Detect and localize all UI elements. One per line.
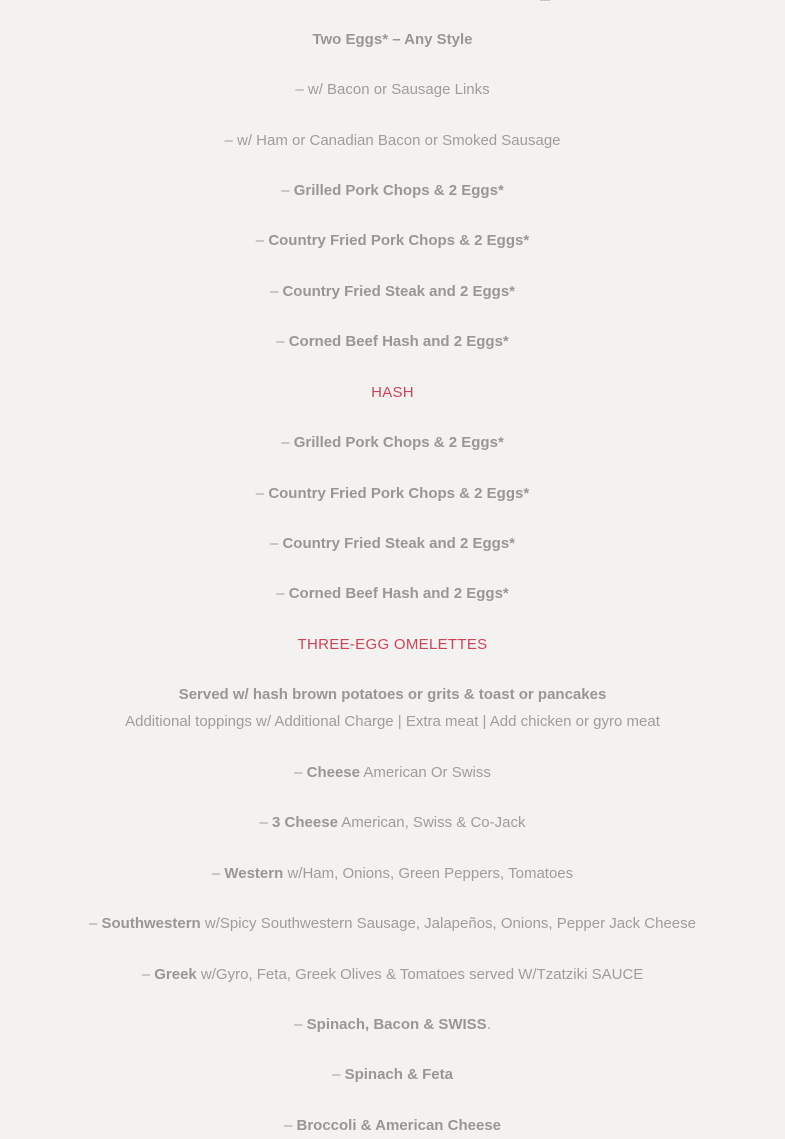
- menu-item-two-eggs: [0, 30, 785, 50]
- omelette-item-greek: [0, 965, 785, 985]
- item-prefix: –: [89, 915, 102, 932]
- omelette-item-western: [0, 864, 785, 884]
- item-name: Western: [224, 865, 284, 882]
- item-name: Country Fried Steak and 2 Eggs*: [282, 535, 516, 552]
- item-name: Corned Beef Hash and 2 Eggs*: [288, 333, 509, 350]
- omelette-item-southwestern: [0, 914, 785, 934]
- item-prefix: –: [269, 535, 283, 552]
- omelette-item-spinach-feta: [0, 1065, 785, 1085]
- item-name: Greek: [154, 966, 197, 983]
- item-name: Two Eggs* – Any Style: [312, 31, 473, 48]
- omelette-item-cheese: [0, 763, 785, 783]
- omelette-item-three-cheese: [0, 813, 785, 833]
- menu-item-ham-canadian: [0, 131, 785, 151]
- hash-item-cf-steak: [0, 534, 785, 554]
- item-description: American, Swiss & Co-Jack: [337, 814, 526, 831]
- item-name: Country Fried Pork Chops & 2 Eggs*: [268, 485, 530, 502]
- item-prefix: –: [211, 865, 225, 882]
- hash-item-cf-pork-chops: [0, 484, 785, 504]
- item-prefix: –: [276, 585, 289, 602]
- item-name: 3 Cheese: [272, 814, 338, 831]
- omelette-item-spinach-bacon: [0, 1015, 785, 1035]
- menu-item-pork-chops: [0, 181, 785, 201]
- item-description: w/Spicy Southwestern Sausage, Jalapeños, Onions, Pepper Jack Cheese: [200, 915, 696, 932]
- item-description: w/Ham, Onions, Green Peppers, Tomatoes: [283, 865, 574, 882]
- item-name: Broccoli & American Cheese: [296, 1117, 502, 1134]
- item-description: w/ Bacon or Sausage Links: [307, 81, 490, 98]
- item-prefix: –: [283, 1117, 297, 1134]
- item-prefix: –: [281, 434, 294, 451]
- cropped-text-fragment: [540, 0, 550, 1]
- menu-item-cf-pork-chops: [0, 231, 785, 251]
- item-name: Grilled Pork Chops & 2 Eggs*: [293, 182, 504, 199]
- item-name: Country Fried Pork Chops & 2 Eggs*: [268, 232, 530, 249]
- item-name: Spinach, Bacon & SWISS: [306, 1016, 487, 1033]
- item-prefix: –: [295, 81, 308, 98]
- item-prefix: –: [294, 1016, 307, 1033]
- item-prefix: –: [294, 764, 307, 781]
- hash-item-corned-beef: [0, 584, 785, 604]
- item-prefix: –: [224, 132, 237, 149]
- hash-item-pork-chops: [0, 433, 785, 453]
- item-name: Spinach & Feta: [344, 1066, 453, 1083]
- item-description: w/ Ham or Canadian Bacon or Smoked Sausage: [237, 132, 561, 149]
- omelettes-toppings-note: Additional toppings w/ Additional Charge | Extra meat | Add chicken or gyro meat: [125, 713, 660, 730]
- item-name: Corned Beef Hash and 2 Eggs*: [288, 585, 509, 602]
- item-name: Southwestern: [101, 915, 201, 932]
- menu-item-cf-steak: [0, 282, 785, 302]
- omelettes-served-note: Served w/ hash brown potatoes or grits & toast or pancakes: [178, 686, 607, 703]
- item-name: Grilled Pork Chops & 2 Eggs*: [293, 434, 504, 451]
- menu-item-corned-beef: [0, 332, 785, 352]
- item-prefix: –: [332, 1066, 345, 1083]
- item-description: .: [486, 1016, 491, 1033]
- omelette-item-broccoli: [0, 1116, 785, 1136]
- item-prefix: –: [281, 182, 294, 199]
- item-description: American Or Swiss: [360, 764, 491, 781]
- item-description: w/Gyro, Feta, Greek Olives & Tomatoes served W/Tzatziki SAUCE: [196, 966, 644, 983]
- item-prefix: –: [259, 814, 273, 831]
- section-heading-omelettes: THREE-EGG OMELETTES: [297, 636, 488, 653]
- item-name: Country Fried Steak and 2 Eggs*: [282, 283, 516, 300]
- section-heading-hash: HASH: [371, 384, 414, 401]
- menu-item-bacon-sausage: [0, 80, 785, 100]
- item-prefix: –: [276, 333, 289, 350]
- item-prefix: –: [269, 283, 283, 300]
- item-name: Cheese: [306, 764, 360, 781]
- item-prefix: –: [255, 485, 269, 502]
- item-prefix: –: [141, 966, 155, 983]
- item-prefix: –: [255, 232, 269, 249]
